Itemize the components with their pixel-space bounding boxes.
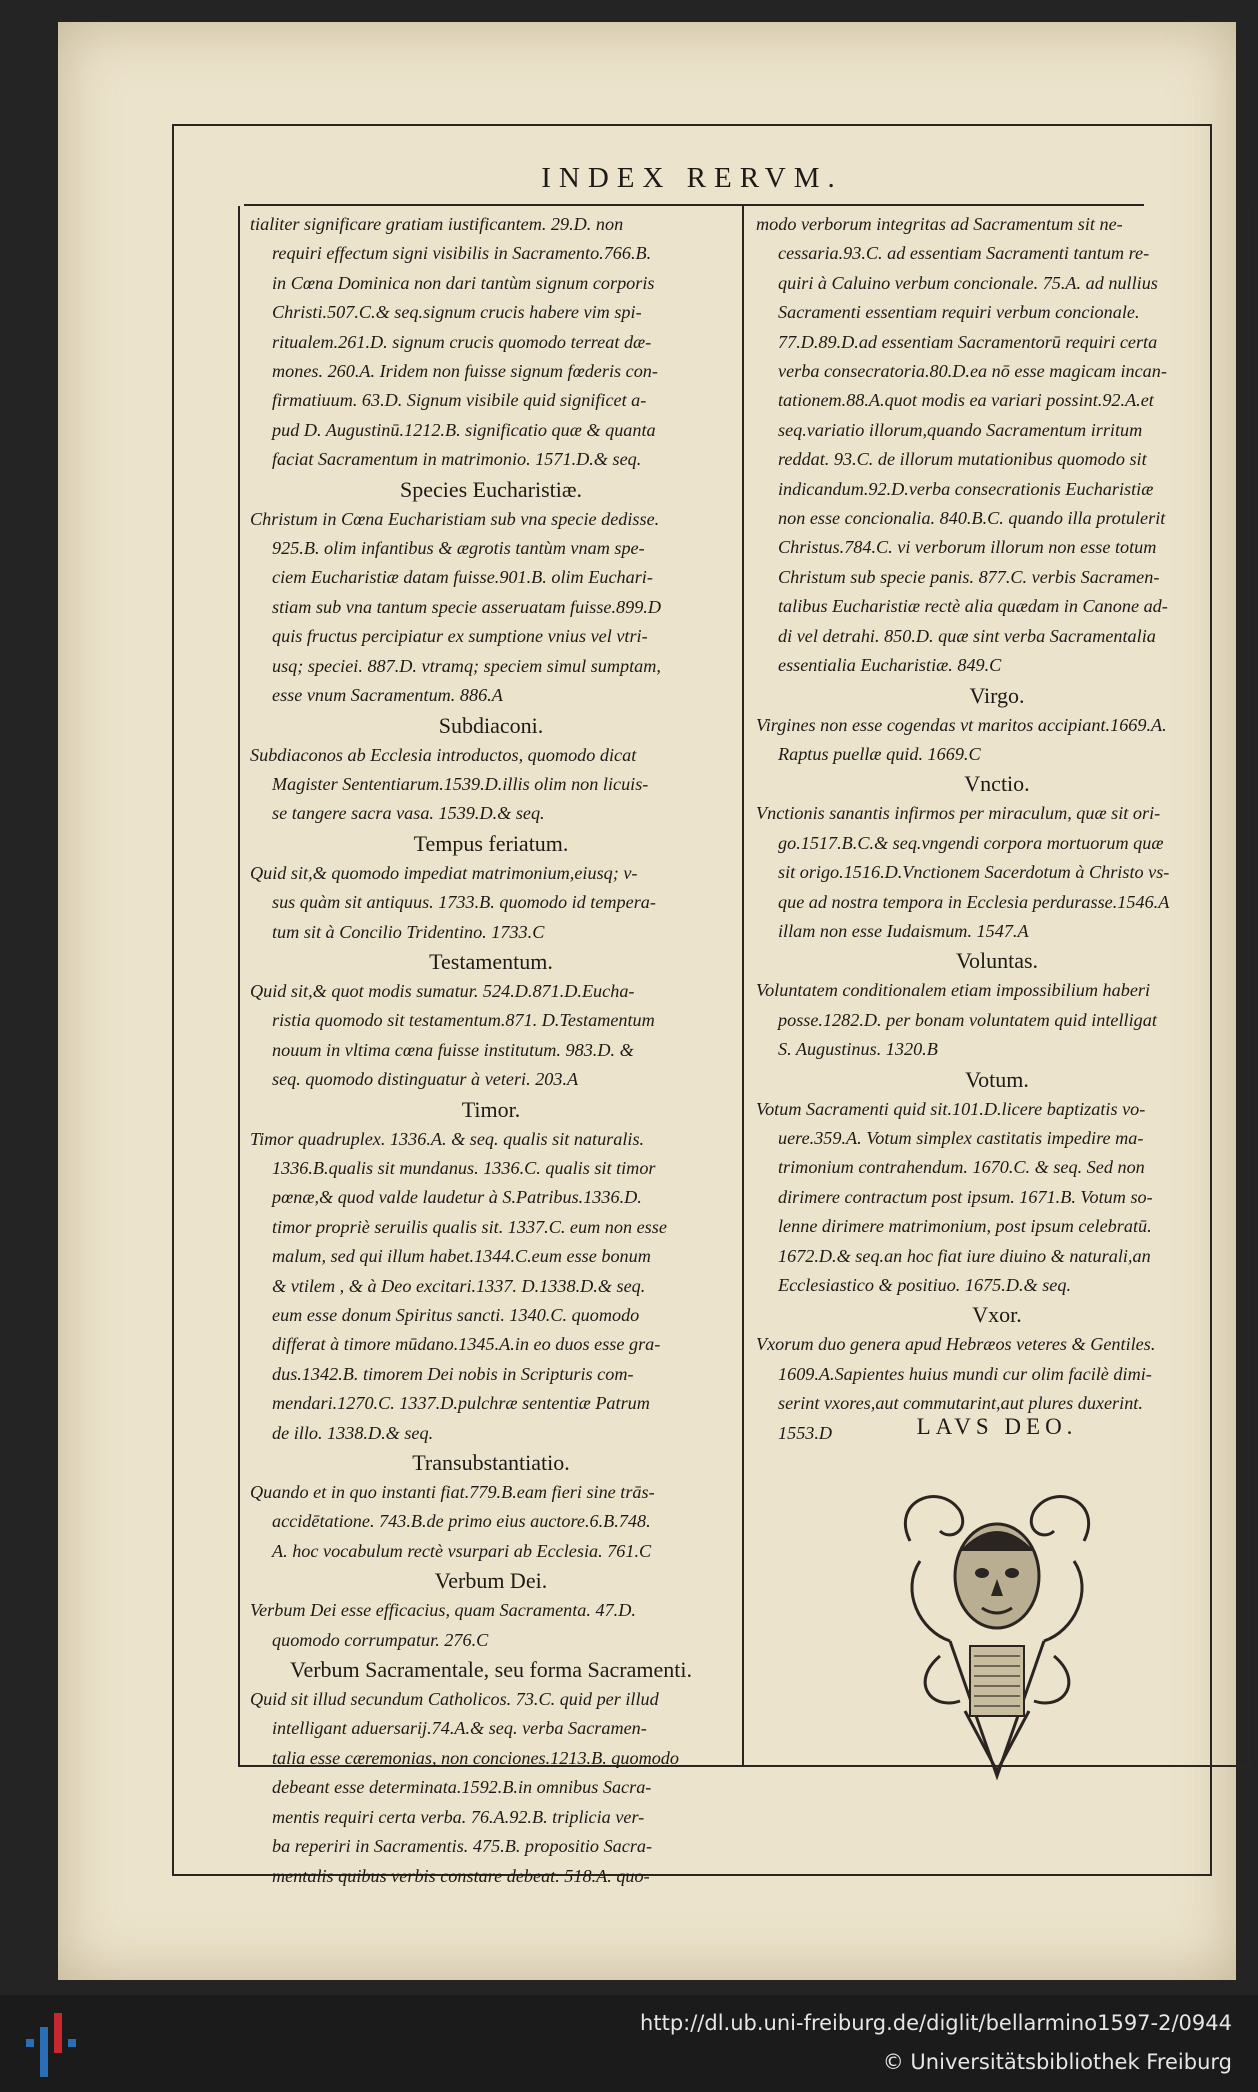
document-url-link[interactable]: http://dl.ub.uni-freiburg.de/diglit/bellarmino1597-2/0944 [640,2011,1232,2035]
index-entry [756,1065,1238,1301]
index-entry [250,947,732,1095]
entry-line: 1336.B.qualis sit mundanus. 1336.C. qualis sit timor [272,1157,656,1178]
entry-line: se tangere sacra vasa. 1539.D.& seq. [272,803,545,824]
entry-line: Timor quadruplex. 1336.A. & seq. qualis sit naturalis. [250,1128,645,1149]
entry-line: 1609.A.Sapientes huius mundi cur olim facilè dimi- [778,1363,1152,1384]
entry-line: Sacramenti essentiam requiri verbum concionale. [778,302,1140,323]
entry-heading: Vnctio. [964,771,1030,797]
column-rule-left [238,206,240,1765]
entry-line: posse.1282.D. per bonam voluntatem quid intelligat [778,1009,1157,1030]
running-header: INDEX RERVM. [541,162,843,194]
entry-line: que ad nostra tempora in Ecclesia perdurasse.1546.A [778,891,1170,912]
entry-line: faciat Sacramentum in matrimonio. 1571.D.& seq. [272,449,642,470]
grotesque-mask-ornament-icon [890,1481,1104,1781]
index-entry [756,946,1238,1064]
ub-freiburg-logo-icon[interactable] [22,2009,82,2079]
entry-line: 1553.D [778,1422,833,1443]
entry-line: ba reperiri in Sacramentis. 475.B. propositio Sacra- [272,1836,653,1857]
entry-line: Christum sub specie panis. 877.C. verbis Sacramen- [778,566,1160,587]
index-column-right [756,210,1238,1448]
entry-line: seq.variatio illorum,quando Sacramentum irritum [778,419,1143,440]
entry-line: & vtilem , & à Deo excitari.1337. D.1338.D.& seq. [272,1275,646,1296]
entry-line: S. Augustinus. 1320.B [778,1039,938,1060]
page-frame [172,124,1212,1886]
entry-line: esse vnum Sacramentum. 886.A [272,685,503,706]
entry-line: Quid sit,& quomodo impediat matrimonium,eiusq; v- [250,862,638,883]
entry-line: lenne dirimere matrimonium, post ipsum celebratū. [778,1216,1152,1237]
entry-line: cessaria.93.C. ad essentiam Sacramenti tantum re- [778,243,1150,264]
index-entry [250,1655,732,1891]
index-entry [250,711,732,829]
index-column-left [250,210,732,1891]
entry-line: mendari.1270.C. 1337.D.pulchræ sententiæ Patrum [272,1393,650,1414]
entry-line: Raptus puellæ quid. 1669.C [778,743,981,764]
entry-heading: Timor. [461,1096,521,1122]
entry-line: Subdiaconos ab Ecclesia introductos, quomodo dicat [250,744,637,765]
index-entry [756,769,1238,946]
entry-line: pud D. Augustinū.1212.B. significatio quæ & quanta [272,419,656,440]
index-entry [250,1566,732,1655]
entry-line: sit origo.1516.D.Vnctionem Sacerdotum à Christo vs- [778,862,1170,883]
entry-line: di vel detrahi. 850.D. quæ sint verba Sacramentalia [778,625,1156,646]
entry-line: Magister Sententiarum.1539.D.illis olim non licuis- [272,773,649,794]
column-rule-middle [742,206,744,1765]
entry-line: tialiter significare gratiam iustificantem. 29.D. non [250,214,624,234]
entry-line: usq; speciei. 887.D. vtramq; speciem simul sumptam, [272,655,661,676]
entry-line: accidētatione. 743.B.de primo eius auctore.6.B.748. [272,1511,651,1532]
entry-line: mones. 260.A. Iridem non fuisse signum fœderis con- [272,361,658,382]
copyright-text: © Universitätsbibliothek Freiburg [882,2050,1232,2074]
entry-line: Ecclesiastico & positiuo. 1675.D.& seq. [778,1275,1071,1295]
entry-line: Christus.784.C. vi verborum illorum non esse totum [778,537,1157,558]
entry-line: talia esse cæremonias, non conciones.1213.B. quomodo [272,1747,679,1768]
entry-line: Votum Sacramenti quid sit.101.D.licere baptizatis vo- [756,1098,1146,1119]
entry-line: talibus Eucharistiæ rectè alia quædam in Canone ad- [778,596,1168,617]
index-entry [250,829,732,947]
entry-heading: Transubstantiatio. [412,1450,570,1476]
entry-line: ristia quomodo sit testamentum.871. D.Testamentum [272,1010,655,1031]
index-entry [250,1448,732,1566]
entry-heading: Voluntas. [955,948,1039,974]
entry-line: tum sit à Concilio Tridentino. 1733.C [272,921,545,942]
entry-line: Quid sit,& quot modis sumatur. 524.D.871.D.Eucha- [250,980,635,1001]
entry-line: Vnctionis sanantis infirmos per miraculum, quæ sit ori- [756,803,1161,824]
entry-line: non esse concionalia. 840.B.C. quando illa protulerit [778,508,1166,529]
entry-line: Voluntatem conditionalem etiam impossibilium haberi [756,980,1151,1001]
entry-heading: Verbum Dei. [434,1568,548,1594]
entry-line: mentalis quibus verbis constare debeat. 518.A. quo- [272,1865,650,1886]
entry-line: seq. quomodo distinguatur à veteri. 203.A [272,1069,579,1090]
entry-line: modo verborum integritas ad Sacramentum sit ne- [756,214,1123,234]
index-entry [250,475,732,711]
entry-line: ritualem.261.D. signum crucis quomodo terreat dæ- [272,331,652,352]
entry-heading: Verbum Sacramentale, seu forma Sacramenti. [290,1657,692,1683]
entry-line: dus.1342.B. timorem Dei nobis in Scripturis com- [272,1363,634,1384]
closing-text: LAVS DEO. [916,1414,1078,1439]
entry-line: ciem Eucharistiæ datam fuisse.901.B. olim Euchari- [272,567,653,588]
index-entry [250,1095,732,1448]
entry-line: reddat. 93.C. de illorum mutationibus quomodo sit [778,449,1147,470]
index-entry [250,210,732,475]
entry-line: malum, sed qui illum habet.1344.C.eum esse bonum [272,1246,651,1267]
entry-line: essentialia Eucharistiæ. 849.C [778,655,1002,676]
column-rule-right [1248,206,1250,1765]
entry-heading: Vxor. [972,1302,1022,1328]
entry-heading: Species Eucharistiæ. [399,476,583,502]
entry-heading: Tempus feriatum. [413,830,569,856]
entry-line: Virgines non esse cogendas vt maritos accipiant.1669.A. [756,714,1167,735]
entry-line: de illo. 1338.D.& seq. [272,1422,434,1443]
entry-heading: Virgo. [969,682,1025,708]
entry-line: Christum in Cœna Eucharistiam sub vna specie dedisse. [250,508,660,529]
entry-line: debeant esse determinata.1592.B.in omnibus Sacra- [272,1777,652,1798]
entry-line: firmatiuum. 63.D. Signum visibile quid significet a- [272,390,647,411]
entry-line: trimonium contrahendum. 1670.C. & seq. Sed non [778,1157,1145,1178]
entry-line: 77.D.89.D.ad essentiam Sacramentorū requiri certa [778,331,1158,352]
entry-line: timor propriè seruilis qualis sit. 1337.C. eum non esse [272,1216,667,1237]
entry-line: tationem.88.A.quot modis ea variari possint.92.A.et [778,390,1154,411]
entry-line: A. hoc vocabulum rectè vsurpari ab Ecclesia. 761.C [272,1540,652,1561]
entry-line: Vxorum duo genera apud Hebræos veteres & Gentiles. [756,1334,1156,1355]
entry-line: Verbum Dei esse efficacius, quam Sacramenta. 47.D. [250,1600,636,1621]
entry-heading: Subdiaconi. [438,712,544,738]
entry-line: Christi.507.C.& seq.signum crucis habere vim spi- [272,302,642,323]
entry-line: verba consecratoria.80.D.ea nō esse magicam incan- [778,361,1167,382]
entry-line: indicandum.92.D.verba consecrationis Eucharistiæ [778,478,1154,499]
entry-heading: Votum. [965,1066,1029,1092]
entry-line: requiri effectum signi visibilis in Sacramento.766.B. [272,243,652,264]
entry-line: pœnæ,& quod valde laudetur à S.Patribus.1336.D. [272,1187,642,1208]
entry-line: nouum in vltima cœna fuisse institutum. 983.D. & [272,1039,634,1060]
entry-line: serint vxores,aut commutarint,aut plures duxerint. [778,1393,1143,1414]
entry-line: eum esse donum Spiritus sancti. 1340.C. quomodo [272,1305,640,1325]
entry-line: go.1517.B.C.& seq.vngendi corpora mortuorum quæ [778,832,1164,853]
entry-line: intelligant aduersarij.74.A.& seq. verba Sacramen- [272,1718,647,1739]
entry-line: Quid sit illud secundum Catholicos. 73.C. quid per illud [250,1689,659,1710]
book-page [58,22,1236,1980]
viewer-footer [0,1995,1258,2092]
entry-line: 1672.D.& seq.an hoc fiat iure diuino & naturali,an [778,1245,1151,1266]
index-entry [756,210,1238,681]
entry-line: quiri à Caluino verbum concionale. 75.A. ad nullius [778,272,1158,293]
entry-line: mentis requiri certa verba. 76.A.92.B. triplicia ver- [272,1806,645,1827]
entry-line: differat à timore mūdano.1345.A.in eo duos esse gra- [272,1334,661,1355]
entry-line: in Cœna Dominica non dari tantùm signum corporis [272,272,655,293]
index-entry [756,681,1238,770]
entry-line: 925.B. olim infantibus & ægrotis tantùm vnam spe- [272,538,645,559]
entry-line: quis fructus percipiatur ex sumptione vnius vel vtri- [272,626,648,647]
entry-line: illam non esse Iudaismum. 1547.A [778,920,1029,941]
entry-line: stiam sub vna tantum specie asseruatam fuisse.899.D [272,596,661,617]
entry-line: dirimere contractum post ipsum. 1671.B. Votum so- [778,1186,1153,1207]
header-rule [244,204,1144,206]
entry-line: uere.359.A. Votum simplex castitatis impedire ma- [778,1127,1144,1148]
entry-line: sus quàm sit antiquus. 1733.B. quomodo id tempera- [272,892,656,913]
entry-line: Quando et in quo instanti fiat.779.B.eam fieri sine trās- [250,1482,655,1503]
entry-heading: Testamentum. [429,948,553,974]
entry-line: quomodo corrumpatur. 276.C [272,1629,489,1650]
